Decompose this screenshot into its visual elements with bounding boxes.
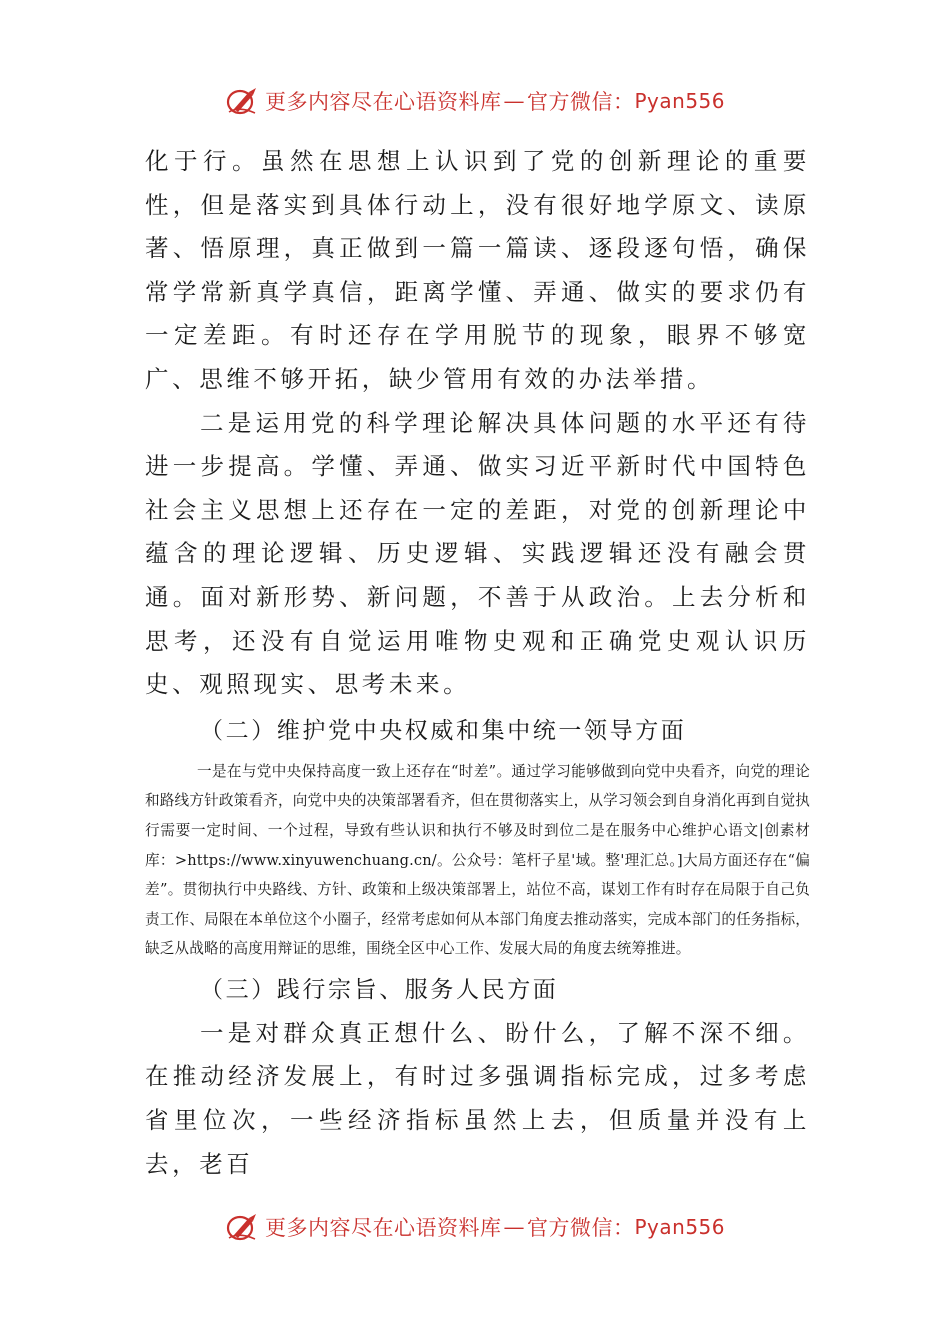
pen-circle-logo-icon <box>225 1212 261 1242</box>
watermark-separator: — <box>503 89 525 113</box>
watermark-wechat-id: Pyan556 <box>634 1215 725 1239</box>
watermark-main-text: 更多内容尽在心语资料库 <box>264 1216 502 1240</box>
body-paragraph-small: 一是在与党中央保持高度一致上还存在“时差”。通过学习能够做到向党中央看齐，向党的理论和路线方针政策看齐，向党中央的决策部署看齐，但在贯彻落实上，从学习领会到自身消化再到自觉执行需要一定时间、一个过程，导致有些认识和执行不够及时到位二是在服务中心维护心语文|创素材库：>https://www.xinyuwenchuang.cn/。公众号：笔杆子星'域。整'理汇总。]大局方面还存在“偏差”。贯彻执行中央路线、方针、政策和上级决策部署上，站位不高，谋划工作有时存在局限于自己负责工作、局限在本单位这个小圈子，经常考虑如何从本部门角度去推动落实，完成本部门的任务指标，缺乏从战略的高度用辩证的思维，围绕全区中心工作、发展大局的角度去统筹推进。 <box>145 762 810 958</box>
watermark-footer <box>0 1212 950 1242</box>
section-heading-2: （二）维护党中央权威和集中统一领导方面 <box>200 717 687 744</box>
pen-circle-logo-icon <box>225 86 261 116</box>
watermark-separator: — <box>503 1215 525 1239</box>
watermark-label: 官方微信： <box>526 1216 635 1240</box>
section-heading-3: （三）践行宗旨、服务人民方面 <box>200 976 559 1003</box>
watermark-wechat-id: Pyan556 <box>634 89 725 113</box>
watermark-main-text: 更多内容尽在心语资料库 <box>264 90 502 114</box>
body-paragraph-1: 化于行。虽然在思想上认识到了党的创新理论的重要性，但是落实到具体行动上，没有很好地学原文、读原著、悟原理，真正做到一篇一篇读、逐段逐句悟，确保常学常新真学真信，距离学懂、弄通、做实的要求仍有一定差距。有时还存在学用脱节的现象，眼界不够宽广、思维不够开拓，缺少管用有效的办法举措。 <box>145 147 810 393</box>
document-body <box>145 140 810 1186</box>
body-paragraph-3: 一是对群众真正想什么、盼什么，了解不深不细。在推动经济发展上，有时过多强调指标完成，过多考虑省里位次，一些经济指标虽然上去，但质量并没有上去，老百 <box>145 1018 810 1178</box>
body-paragraph-2: 二是运用党的科学理论解决具体问题的水平还有待进一步提高。学懂、弄通、做实习近平新时代中国特色社会主义思想上还存在一定的差距，对党的创新理论中蕴含的理论逻辑、历史逻辑、实践逻辑还没有融会贯通。面对新形势、新问题，不善于从政治。上去分析和思考，还没有自觉运用唯物史观和正确党史观认识历史、观照现实、思考未来。 <box>145 408 810 699</box>
watermark-header <box>0 86 950 116</box>
watermark-label: 官方微信： <box>526 90 635 114</box>
